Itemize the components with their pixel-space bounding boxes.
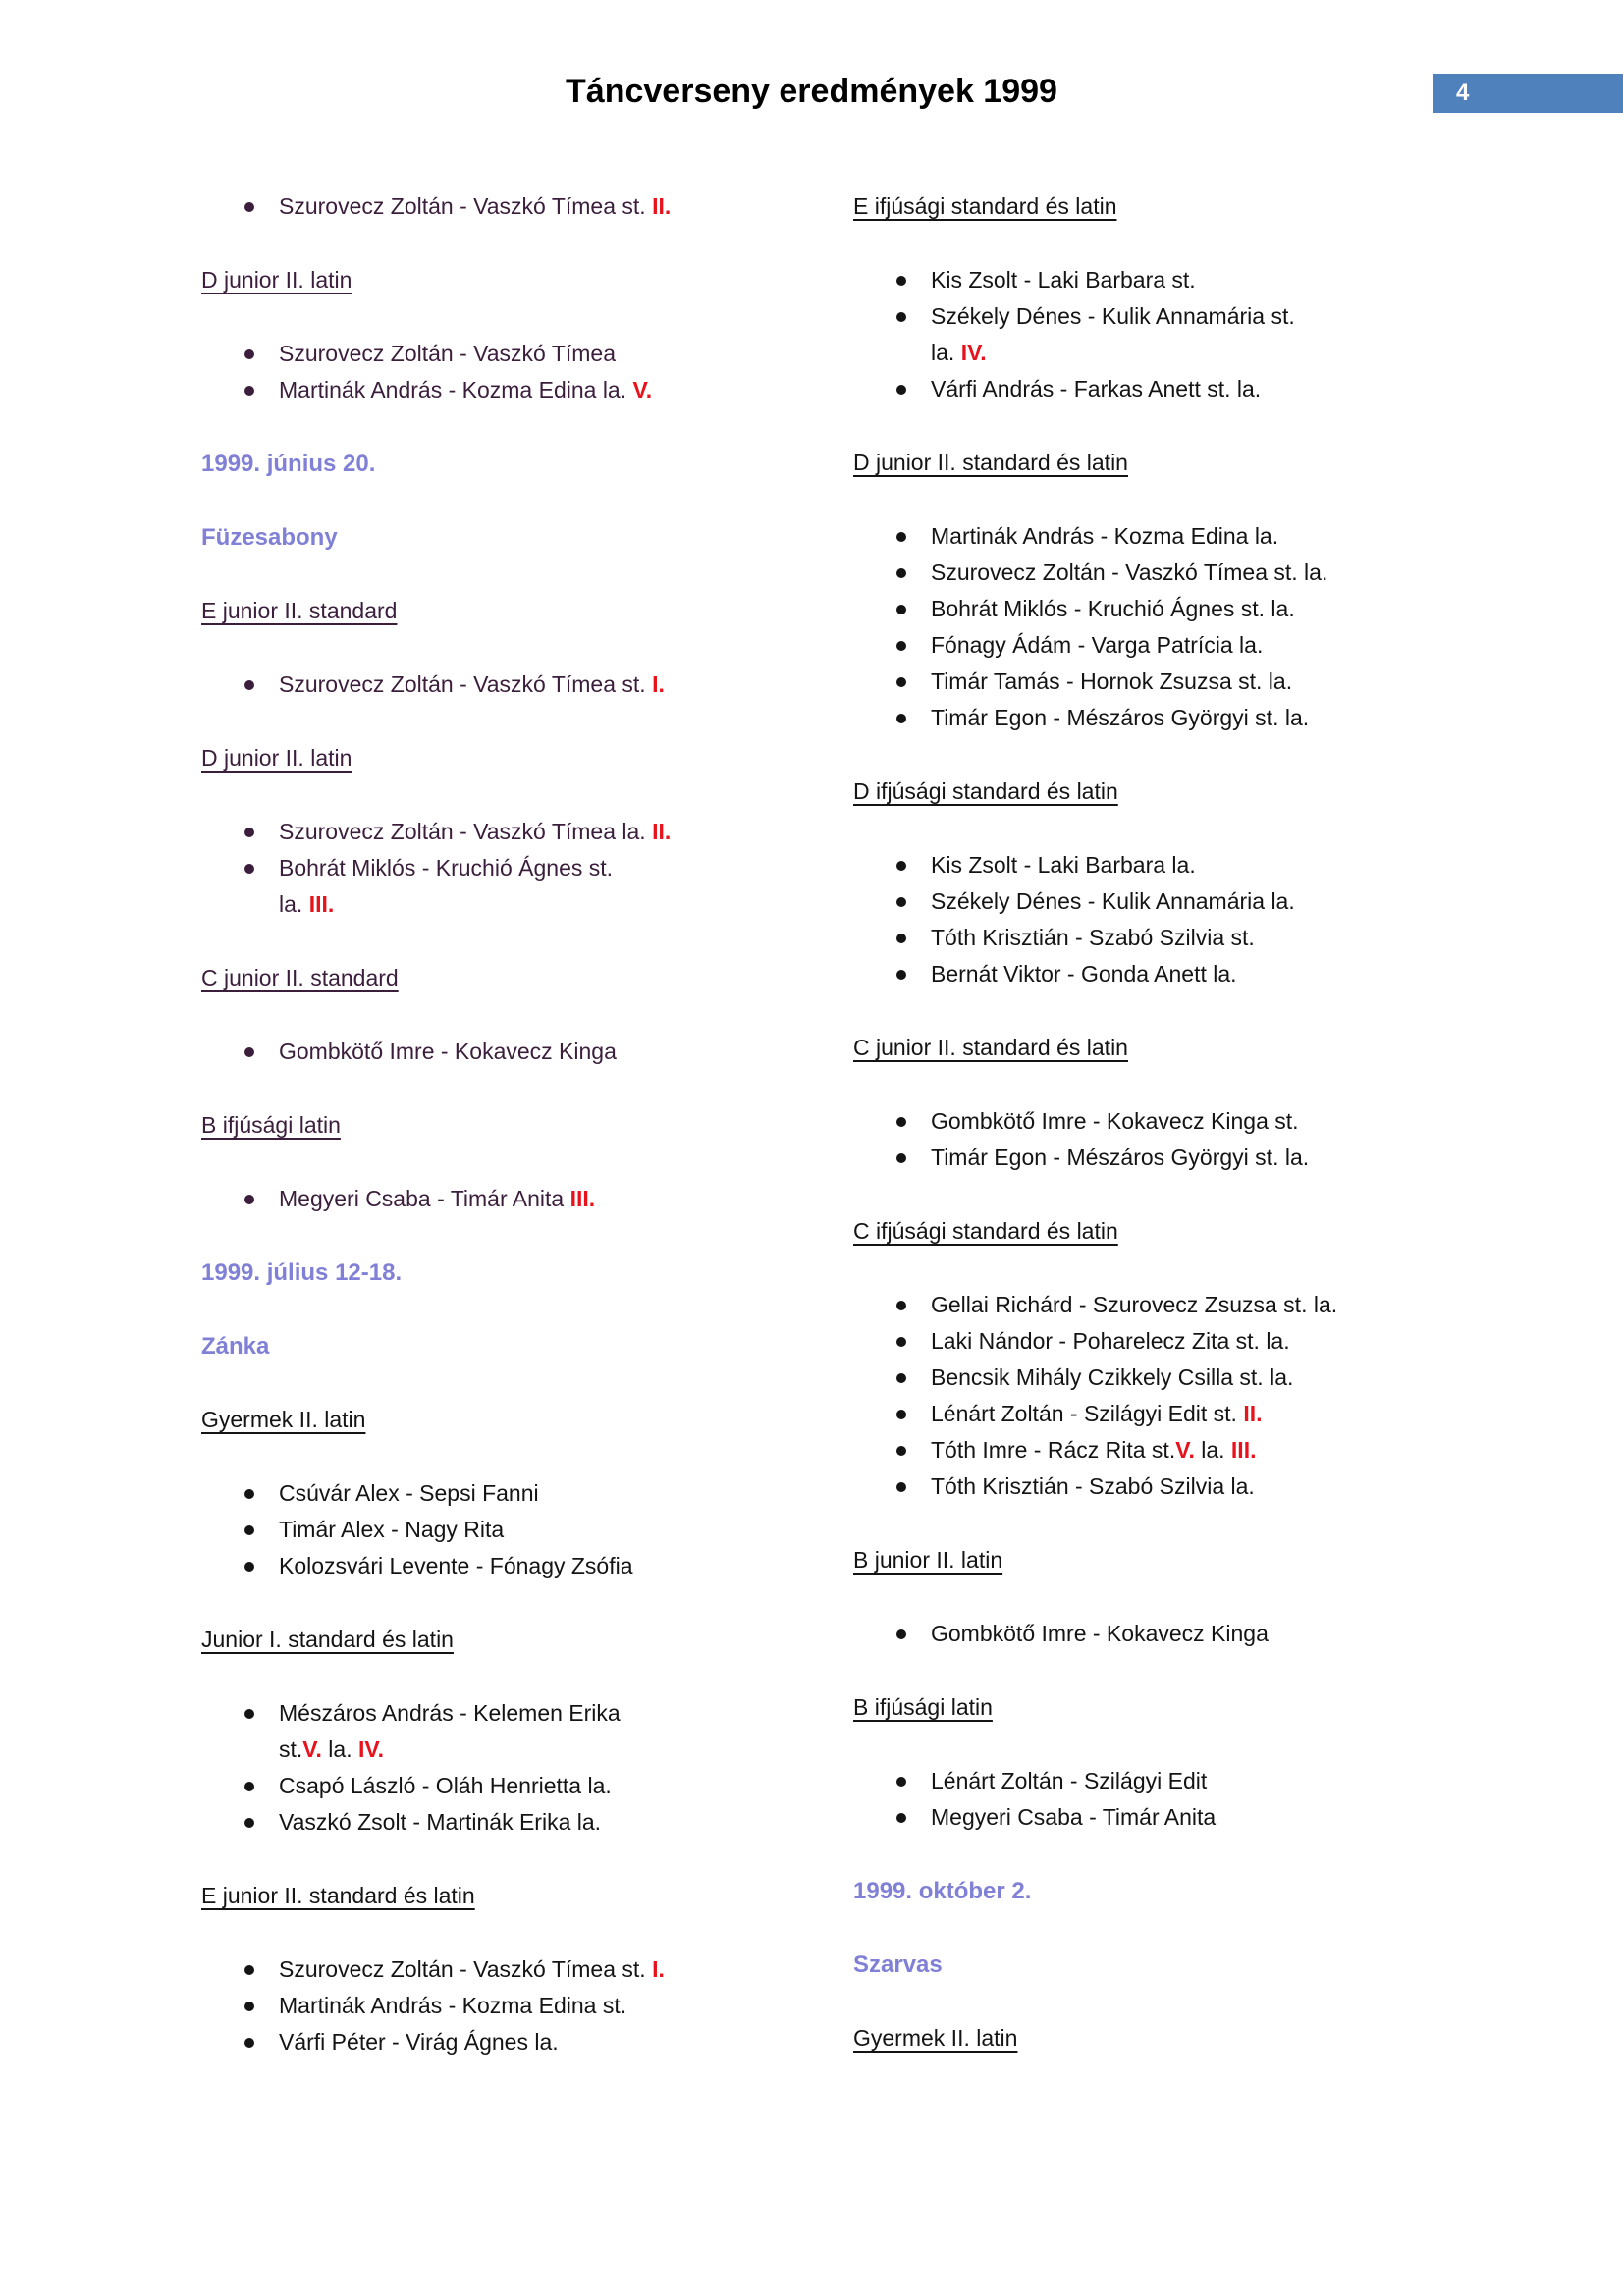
- couple-line: [279, 1951, 853, 1988]
- section-heading: Junior I. standard és latin: [201, 1627, 454, 1652]
- couple-text: Fónagy Ádám - Varga Patrícia la.: [931, 632, 1264, 658]
- couple-text: Timár Egon - Mészáros Györgyi st. la.: [931, 705, 1310, 730]
- couple-line: [279, 336, 853, 372]
- couple-item: [201, 372, 853, 408]
- couple-item: [201, 188, 853, 225]
- couple-text: Megyeri Csaba - Timár Anita: [279, 1186, 570, 1211]
- document-title: Táncverseny eredmények 1999: [566, 73, 1057, 110]
- couple-text: Megyeri Csaba - Timár Anita: [931, 1804, 1217, 1830]
- couple-item: [853, 956, 1505, 992]
- section-heading: B ifjúsági latin: [201, 1112, 341, 1138]
- section-heading: Gyermek II. latin: [853, 2025, 1018, 2051]
- couple-line: [279, 1768, 853, 1804]
- couple-text: st.: [279, 1736, 303, 1762]
- couple-list: [853, 1287, 1505, 1505]
- couple-text: Székely Dénes - Kulik Annamária st.: [931, 303, 1295, 329]
- couple-line: [279, 1695, 853, 1732]
- couple-item: [201, 667, 853, 703]
- couple-item: [201, 1475, 853, 1512]
- couple-item: [853, 1360, 1505, 1396]
- couple-text: Martinák András - Kozma Edina la.: [931, 523, 1279, 549]
- placement-numeral: IV.: [960, 340, 987, 365]
- couple-text: Vaszkó Zsolt - Martinák Erika la.: [279, 1809, 602, 1835]
- couple-text: Bencsik Mihály Czikkely Csilla st. la.: [931, 1364, 1294, 1390]
- couple-item: [201, 1804, 853, 1841]
- couple-line: [931, 1468, 1505, 1505]
- couple-line: [279, 886, 853, 923]
- couple-line: [279, 1512, 853, 1548]
- placement-numeral: V.: [302, 1736, 322, 1762]
- event-date: 1999. július 12-18.: [201, 1259, 403, 1286]
- couple-line: [931, 1287, 1505, 1323]
- couple-item: [201, 1695, 853, 1768]
- couple-list: [853, 1616, 1505, 1652]
- section-heading: D ifjúsági standard és latin: [853, 778, 1118, 804]
- placement-numeral: II.: [652, 193, 672, 219]
- placement-numeral: I.: [652, 671, 665, 697]
- couple-text: Szurovecz Zoltán - Vaszkó Tímea st.: [279, 193, 653, 219]
- couple-line: [931, 591, 1505, 627]
- couple-text: la.: [1194, 1437, 1231, 1463]
- couple-text: la.: [321, 1736, 358, 1762]
- section-heading: D junior II. standard és latin: [853, 450, 1128, 475]
- couple-item: [853, 700, 1505, 736]
- couple-item: [853, 371, 1505, 407]
- couple-list: [201, 1951, 853, 2060]
- couple-line: [931, 883, 1505, 920]
- couple-line: [931, 262, 1505, 298]
- couple-text: Mészáros András - Kelemen Erika: [279, 1700, 621, 1726]
- couple-line: [931, 1763, 1505, 1799]
- placement-numeral: II.: [652, 819, 672, 844]
- couple-text: Kolozsvári Levente - Fónagy Zsófia: [279, 1553, 633, 1578]
- couple-text: Bohrát Miklós - Kruchió Ágnes st.: [279, 855, 614, 881]
- placement-numeral: V.: [1175, 1437, 1195, 1463]
- couple-list: [853, 847, 1505, 992]
- couple-text: Csapó László - Oláh Henrietta la.: [279, 1773, 612, 1798]
- couple-list: [201, 188, 853, 225]
- couple-text: Bernát Viktor - Gonda Anett la.: [931, 961, 1237, 987]
- couple-item: [853, 518, 1505, 555]
- section-heading: E junior II. standard: [201, 598, 398, 623]
- couple-text: Szurovecz Zoltán - Vaszkó Tímea st.: [279, 671, 653, 697]
- couple-item: [201, 850, 853, 923]
- couple-text: Várfi András - Farkas Anett st. la.: [931, 376, 1262, 401]
- couple-item: [853, 298, 1505, 371]
- couple-line: [279, 2024, 853, 2060]
- placement-numeral: III.: [569, 1186, 596, 1211]
- couple-text: Tóth Imre - Rácz Rita st.: [931, 1437, 1176, 1463]
- couple-item: [853, 555, 1505, 591]
- couple-item: [201, 1951, 853, 1988]
- placement-numeral: III.: [308, 891, 335, 917]
- section-heading: C junior II. standard: [201, 965, 399, 990]
- couple-text: Gellai Richárd - Szurovecz Zsuzsa st. la.: [931, 1292, 1338, 1317]
- couple-item: [853, 1763, 1505, 1799]
- placement-numeral: II.: [1243, 1401, 1263, 1426]
- couple-line: [279, 667, 853, 703]
- couple-text: Csúvár Alex - Sepsi Fanni: [279, 1480, 539, 1506]
- event-date: 1999. június 20.: [201, 451, 376, 477]
- couple-text: Gombkötő Imre - Kokavecz Kinga st.: [931, 1108, 1299, 1134]
- page-number-box: [1433, 74, 1623, 113]
- couple-item: [853, 1799, 1505, 1836]
- two-column-layout: [201, 188, 1507, 2098]
- couple-text: Timár Tamás - Hornok Zsuzsa st. la.: [931, 668, 1293, 694]
- couple-text: Kis Zsolt - Laki Barbara la.: [931, 852, 1196, 878]
- couple-item: [853, 1323, 1505, 1360]
- couple-text: Szurovecz Zoltán - Vaszkó Tímea la.: [279, 819, 653, 844]
- couple-line: [931, 1103, 1505, 1140]
- couple-line: [279, 1475, 853, 1512]
- event-location: Zánka: [201, 1333, 270, 1360]
- couple-item: [201, 1768, 853, 1804]
- couple-item: [853, 883, 1505, 920]
- couple-line: [931, 920, 1505, 956]
- couple-item: [853, 664, 1505, 700]
- couple-line: [279, 1548, 853, 1584]
- couple-item: [853, 1287, 1505, 1323]
- event-location: Füzesabony: [201, 524, 338, 551]
- couple-list: [201, 1695, 853, 1841]
- couple-text: Gombkötő Imre - Kokavecz Kinga: [931, 1621, 1269, 1646]
- placement-numeral: V.: [632, 377, 653, 402]
- couple-list: [853, 518, 1505, 736]
- couple-text: Timár Egon - Mészáros Györgyi st. la.: [931, 1145, 1310, 1170]
- couple-list: [201, 814, 853, 923]
- couple-item: [201, 1988, 853, 2024]
- couple-line: [931, 371, 1505, 407]
- couple-text: Tóth Krisztián - Szabó Szilvia la.: [931, 1473, 1255, 1499]
- couple-line: [279, 1988, 853, 2024]
- section-heading: D junior II. latin: [201, 267, 352, 293]
- section-heading: B ifjúsági latin: [853, 1694, 993, 1720]
- couple-line: [279, 1732, 853, 1768]
- couple-item: [853, 1432, 1505, 1468]
- couple-line: [279, 814, 853, 850]
- couple-list: [201, 1034, 853, 1070]
- couple-item: [201, 2024, 853, 2060]
- couple-text: Gombkötő Imre - Kokavecz Kinga: [279, 1039, 617, 1064]
- couple-line: [931, 335, 1505, 371]
- couple-list: [201, 667, 853, 703]
- couple-text: Martinák András - Kozma Edina la.: [279, 377, 633, 402]
- couple-list: [853, 1763, 1505, 1836]
- placement-numeral: I.: [652, 1956, 665, 1982]
- couple-item: [853, 847, 1505, 883]
- couple-line: [931, 1140, 1505, 1176]
- couple-line: [279, 1034, 853, 1070]
- couple-item: [853, 262, 1505, 298]
- couple-item: [853, 1140, 1505, 1176]
- couple-text: Szurovecz Zoltán - Vaszkó Tímea: [279, 341, 617, 366]
- couple-item: [201, 1034, 853, 1070]
- couple-line: [931, 518, 1505, 555]
- section-heading: B junior II. latin: [853, 1547, 1003, 1573]
- section-heading: C ifjúsági standard és latin: [853, 1218, 1118, 1244]
- page-number: 4: [1456, 80, 1470, 106]
- couple-line: [279, 850, 853, 886]
- couple-line: [931, 298, 1505, 335]
- couple-text: Kis Zsolt - Laki Barbara st.: [931, 267, 1196, 293]
- couple-text: Tóth Krisztián - Szabó Szilvia st.: [931, 925, 1255, 950]
- couple-line: [931, 555, 1505, 591]
- placement-numeral: IV.: [357, 1736, 384, 1762]
- couple-item: [201, 814, 853, 850]
- couple-item: [201, 1548, 853, 1584]
- couple-line: [279, 188, 853, 225]
- couple-item: [201, 336, 853, 372]
- couple-item: [853, 1616, 1505, 1652]
- couple-line: [931, 1616, 1505, 1652]
- couple-text: la.: [931, 340, 961, 365]
- section-heading: Gyermek II. latin: [201, 1407, 366, 1432]
- couple-list: [201, 1475, 853, 1584]
- couple-line: [931, 700, 1505, 736]
- couple-line: [931, 1396, 1505, 1432]
- section-heading: E ifjúsági standard és latin: [853, 193, 1117, 219]
- couple-text: Székely Dénes - Kulik Annamária la.: [931, 888, 1295, 914]
- couple-text: Laki Nándor - Poharelecz Zita st. la.: [931, 1328, 1290, 1354]
- couple-line: [931, 664, 1505, 700]
- couple-text: Bohrát Miklós - Kruchió Ágnes st. la.: [931, 596, 1295, 621]
- couple-item: [201, 1181, 853, 1217]
- couple-line: [931, 1360, 1505, 1396]
- couple-text: la.: [279, 891, 309, 917]
- placement-numeral: III.: [1230, 1437, 1257, 1463]
- couple-list: [853, 262, 1505, 407]
- couple-text: Szurovecz Zoltán - Vaszkó Tímea st.: [279, 1956, 653, 1982]
- couple-line: [279, 372, 853, 408]
- couple-item: [853, 1396, 1505, 1432]
- couple-line: [931, 1323, 1505, 1360]
- couple-line: [931, 1799, 1505, 1836]
- couple-text: Martinák András - Kozma Edina st.: [279, 1993, 627, 2018]
- couple-item: [853, 920, 1505, 956]
- couple-text: Szurovecz Zoltán - Vaszkó Tímea st. la.: [931, 560, 1328, 585]
- couple-text: Timár Alex - Nagy Rita: [279, 1517, 505, 1542]
- couple-list: [201, 336, 853, 408]
- couple-text: Lénárt Zoltán - Szilágyi Edit: [931, 1768, 1208, 1793]
- couple-text: Várfi Péter - Virág Ágnes la.: [279, 2029, 559, 2055]
- couple-item: [853, 591, 1505, 627]
- left-column: [201, 188, 853, 2098]
- couple-line: [279, 1804, 853, 1841]
- couple-item: [853, 627, 1505, 664]
- event-date: 1999. október 2.: [853, 1878, 1032, 1904]
- right-column: [853, 188, 1505, 2098]
- section-heading: D junior II. latin: [201, 745, 352, 771]
- couple-item: [853, 1468, 1505, 1505]
- couple-text: Lénárt Zoltán - Szilágyi Edit st.: [931, 1401, 1244, 1426]
- section-heading: E junior II. standard és latin: [201, 1883, 475, 1908]
- couple-line: [931, 627, 1505, 664]
- couple-list: [853, 1103, 1505, 1176]
- couple-line: [931, 847, 1505, 883]
- couple-list: [201, 1181, 853, 1217]
- section-heading: C junior II. standard és latin: [853, 1035, 1128, 1060]
- couple-line: [931, 956, 1505, 992]
- couple-item: [853, 1103, 1505, 1140]
- couple-line: [931, 1432, 1505, 1468]
- event-location: Szarvas: [853, 1951, 943, 1978]
- couple-line: [279, 1181, 853, 1217]
- couple-item: [201, 1512, 853, 1548]
